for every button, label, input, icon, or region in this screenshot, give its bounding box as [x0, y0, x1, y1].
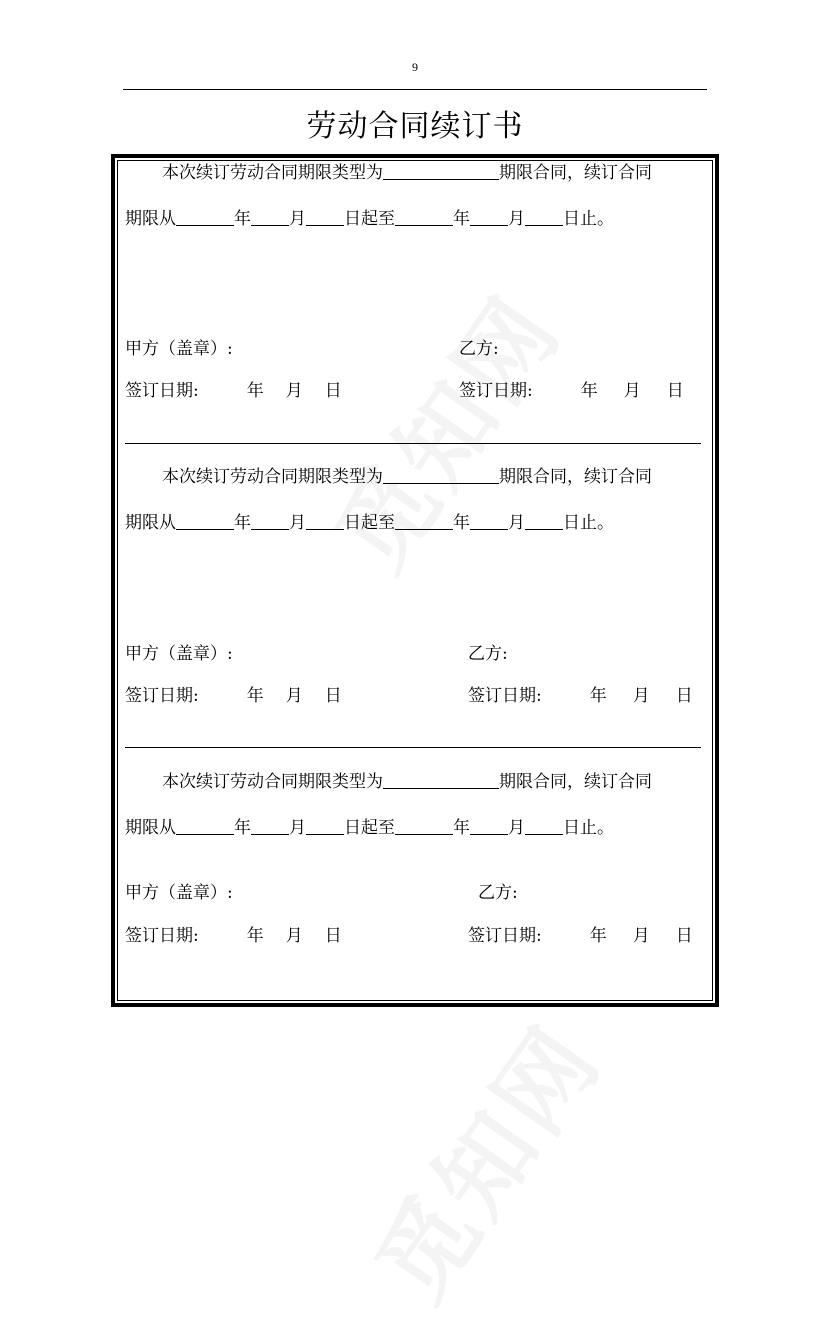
- month-label: 月: [285, 926, 303, 946]
- renewal-type-text: 本次续订劳动合同期限类型为: [162, 467, 383, 487]
- month-label: 月: [508, 818, 525, 838]
- party-a-sign-date: [125, 925, 342, 947]
- month-label: 月: [289, 209, 306, 229]
- year-label: 年: [246, 926, 264, 946]
- year-label: 年: [589, 926, 607, 946]
- renewal-type-line: [162, 162, 652, 184]
- start-to-label: 日起至: [344, 818, 395, 838]
- party-b-sign-date: [468, 925, 693, 947]
- year-label: 年: [246, 381, 264, 401]
- period-from-label: 期限从: [125, 513, 176, 533]
- end-label: 日止。: [563, 513, 614, 533]
- renewal-type-text: 本次续订劳动合同期限类型为: [162, 772, 383, 792]
- document-title: 劳动合同续订书: [306, 109, 524, 144]
- start-month-blank[interactable]: [251, 208, 289, 226]
- end-month-blank[interactable]: [470, 512, 508, 530]
- section-divider: [125, 747, 701, 748]
- sign-date-label: 签订日期:: [468, 926, 542, 946]
- sign-date-label: 签订日期:: [125, 686, 199, 706]
- end-year-blank[interactable]: [395, 512, 453, 530]
- watermark-bottom: [339, 994, 627, 1323]
- contract-type-blank[interactable]: [383, 466, 499, 484]
- month-label: 月: [289, 513, 306, 533]
- end-label: 日止。: [563, 818, 614, 838]
- start-year-blank[interactable]: [176, 512, 234, 530]
- party-b-sign-date: [459, 380, 684, 402]
- period-line: [125, 208, 614, 230]
- day-label: 日: [324, 926, 342, 946]
- end-month-blank[interactable]: [470, 817, 508, 835]
- year-label: 年: [589, 686, 607, 706]
- start-day-blank[interactable]: [306, 208, 344, 226]
- sign-date-label: 签订日期:: [125, 926, 199, 946]
- end-day-blank[interactable]: [525, 817, 563, 835]
- renewal-type-text: 本次续订劳动合同期限类型为: [162, 163, 383, 183]
- start-day-blank[interactable]: [306, 512, 344, 530]
- month-label: 月: [632, 686, 650, 706]
- period-from-label: 期限从: [125, 818, 176, 838]
- section-divider: [125, 443, 701, 444]
- party-b-label: 乙方:: [459, 339, 499, 359]
- party-b-label: 乙方:: [468, 644, 508, 664]
- renewal-type-tail: 期限合同，续订合同: [499, 467, 652, 487]
- year-label: 年: [234, 513, 251, 533]
- month-label: 月: [623, 381, 641, 401]
- form-frame-inner: [117, 160, 713, 1001]
- contract-type-blank[interactable]: [383, 771, 499, 789]
- month-label: 月: [508, 513, 525, 533]
- year-label: 年: [453, 513, 470, 533]
- party-a-sign-date: [125, 380, 342, 402]
- year-label: 年: [234, 209, 251, 229]
- month-label: 月: [285, 686, 303, 706]
- day-label: 日: [675, 926, 693, 946]
- day-label: 日: [324, 381, 342, 401]
- day-label: 日: [666, 381, 684, 401]
- month-label: 月: [289, 818, 306, 838]
- period-line: [125, 817, 614, 839]
- start-year-blank[interactable]: [176, 817, 234, 835]
- month-label: 月: [508, 209, 525, 229]
- party-a-sign-date: [125, 685, 342, 707]
- end-label: 日止。: [563, 209, 614, 229]
- end-year-blank[interactable]: [395, 208, 453, 226]
- end-day-blank[interactable]: [525, 512, 563, 530]
- party-b-sign-date: [468, 685, 693, 707]
- start-to-label: 日起至: [344, 513, 395, 533]
- header-rule: [123, 89, 707, 90]
- party-a-label: 甲方（盖章）:: [125, 339, 233, 359]
- year-label: 年: [234, 818, 251, 838]
- party-a-label: 甲方（盖章）:: [125, 644, 233, 664]
- renewal-type-line: [162, 771, 652, 793]
- end-month-blank[interactable]: [470, 208, 508, 226]
- month-label: 月: [285, 381, 303, 401]
- renewal-type-tail: 期限合同，续订合同: [499, 163, 652, 183]
- sign-date-label: 签订日期:: [125, 381, 199, 401]
- end-day-blank[interactable]: [525, 208, 563, 226]
- start-month-blank[interactable]: [251, 512, 289, 530]
- party-a-label: 甲方（盖章）:: [125, 883, 233, 903]
- month-label: 月: [632, 926, 650, 946]
- end-year-blank[interactable]: [395, 817, 453, 835]
- period-from-label: 期限从: [125, 209, 176, 229]
- day-label: 日: [675, 686, 693, 706]
- start-month-blank[interactable]: [251, 817, 289, 835]
- period-line: [125, 512, 614, 534]
- day-label: 日: [324, 686, 342, 706]
- year-label: 年: [453, 209, 470, 229]
- party-b-label: 乙方:: [478, 883, 518, 903]
- year-label: 年: [580, 381, 598, 401]
- year-label: 年: [246, 686, 264, 706]
- contract-type-blank[interactable]: [383, 162, 499, 180]
- sign-date-label: 签订日期:: [468, 686, 542, 706]
- page-number: 9: [412, 60, 418, 74]
- start-day-blank[interactable]: [306, 817, 344, 835]
- renewal-type-line: [162, 466, 652, 488]
- renewal-type-tail: 期限合同，续订合同: [499, 772, 652, 792]
- year-label: 年: [453, 818, 470, 838]
- start-year-blank[interactable]: [176, 208, 234, 226]
- start-to-label: 日起至: [344, 209, 395, 229]
- sign-date-label: 签订日期:: [459, 381, 533, 401]
